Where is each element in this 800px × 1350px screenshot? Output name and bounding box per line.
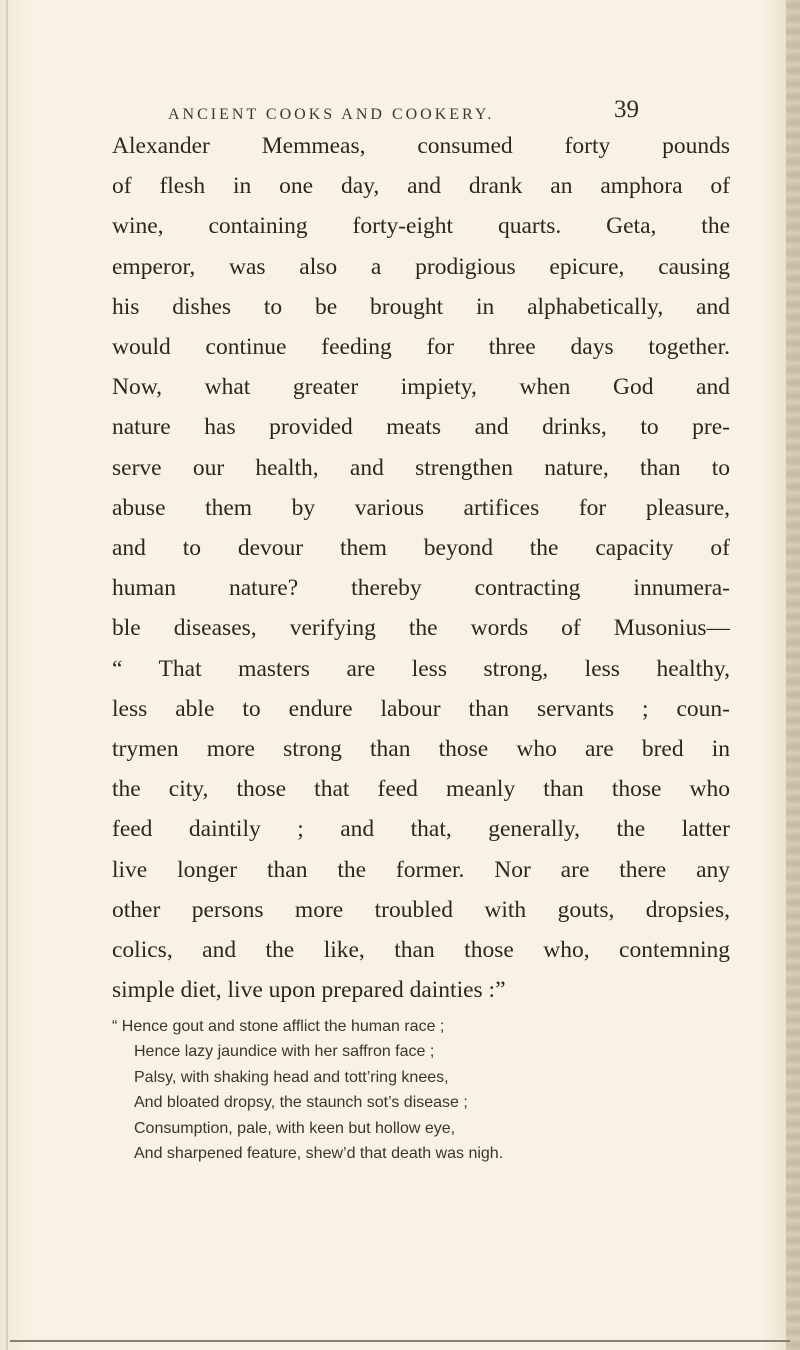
text-line: trymen more strong than those who are bred in xyxy=(112,736,730,763)
text-line: abuse them by various artifices for pleasure, xyxy=(112,494,730,521)
text-line: simple diet, live upon prepared dainties :” xyxy=(112,977,506,1004)
page-left-edge xyxy=(6,0,8,1350)
page-bottom-edge xyxy=(10,1340,790,1342)
text-line: Alexander Memmeas, consumed forty pounds xyxy=(112,133,730,159)
text-line: emperor, was also a prodigious epicure, causing xyxy=(112,253,730,280)
page-number: 39 xyxy=(614,96,639,123)
body-paragraph xyxy=(112,126,730,1010)
running-title: ANCIENT COOKS AND COOKERY. xyxy=(168,106,495,123)
text-line: human nature? thereby contracting innumera- xyxy=(112,575,730,602)
text-line: the city, those that feed meanly than those who xyxy=(112,776,730,803)
text-line: serve our health, and strengthen nature, than to xyxy=(112,454,730,481)
text-line: live longer than the former. Nor are there any xyxy=(112,856,730,883)
verse-line: Consumption, pale, with keen but hollow eye, xyxy=(134,1119,456,1137)
text-line: of flesh in one day, and drank an amphora of xyxy=(112,173,730,200)
page-binding-edge xyxy=(786,0,800,1350)
text-line: Now, what greater impiety, when God and xyxy=(112,374,730,401)
text-line: “ That masters are less strong, less healthy, xyxy=(112,655,730,682)
text-line: wine, containing forty-eight quarts. Geta, the xyxy=(112,213,730,240)
text-line: would continue feeding for three days together. xyxy=(112,334,730,361)
verse-line: “ Hence gout and stone afflict the human race ; xyxy=(112,1018,445,1035)
text-line: colics, and the like, than those who, contemning xyxy=(112,937,730,964)
text-line: ble diseases, verifying the words of Musonius— xyxy=(112,615,730,642)
verse-line: And bloated dropsy, the staunch sot’s disease ; xyxy=(134,1094,468,1112)
text-line: his dishes to be brought in alphabetically, and xyxy=(112,293,730,320)
verse-line: Palsy, with shaking head and tott’ring knees, xyxy=(134,1068,449,1086)
verse-line: And sharpened feature, shew’d that death was nigh. xyxy=(134,1145,504,1163)
text-line: other persons more troubled with gouts, dropsies, xyxy=(112,896,730,923)
verse-quotation xyxy=(112,1014,732,1166)
text-line: and to devour them beyond the capacity of xyxy=(112,535,730,562)
text-line: less able to endure labour than servants ; coun- xyxy=(112,695,730,722)
verse-line: Hence lazy jaundice with her saffron face ; xyxy=(134,1043,435,1061)
text-line: feed daintily ; and that, generally, the latter xyxy=(112,816,730,843)
text-line: nature has provided meats and drinks, to pre- xyxy=(112,414,730,441)
